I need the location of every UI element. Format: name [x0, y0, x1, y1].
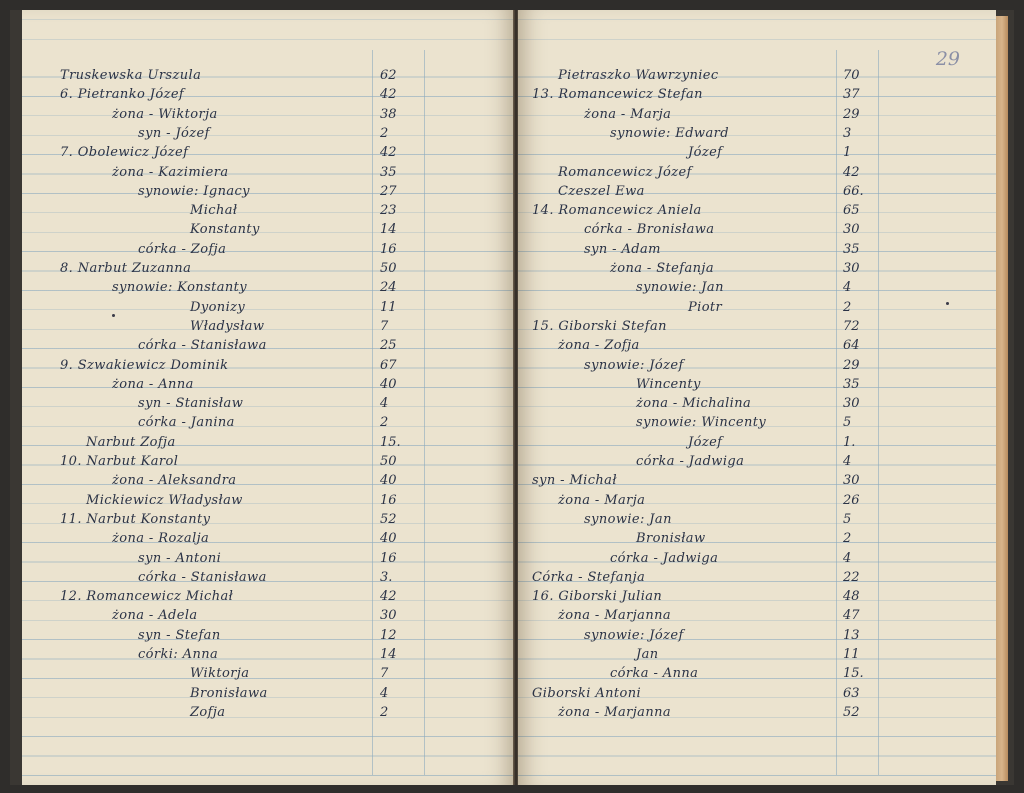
entry-age: 25: [380, 338, 397, 354]
register-row: [22, 317, 514, 336]
entry-age: 7: [380, 318, 389, 334]
entry-age: 50: [380, 454, 397, 469]
register-row: [518, 220, 996, 239]
entry-age: 13: [843, 627, 860, 643]
register-row: [22, 645, 514, 664]
entry-name: Narbut Zofja: [86, 434, 176, 450]
entry-name: Józef: [688, 434, 723, 450]
register-row: [22, 433, 514, 452]
entry-age: 30: [843, 222, 860, 238]
entry-name: Piotr: [688, 299, 723, 315]
register-row: [518, 240, 996, 259]
entry-name: żona - Marja: [558, 492, 646, 508]
entry-age: 2: [380, 125, 389, 141]
register-row: [518, 356, 996, 375]
entry-name: żona - Adela: [112, 608, 198, 624]
register-row: [22, 606, 514, 625]
entry-name: Romancewicz Józef: [558, 164, 692, 180]
entry-name: żona - Wiktorja: [112, 106, 218, 122]
entry-name: córka - Stanisława: [138, 338, 267, 354]
register-row: [22, 664, 514, 683]
register-row: [518, 510, 996, 529]
entry-age: 12: [380, 627, 397, 643]
entry-age: 3.: [380, 569, 393, 585]
register-row: [518, 452, 996, 471]
entry-name: Zofja: [190, 704, 226, 720]
entry-age: 2: [380, 415, 389, 431]
entry-age: 4: [843, 280, 852, 296]
register-row: [518, 201, 996, 220]
entry-name: 11. Narbut Konstanty: [60, 511, 211, 527]
entry-name: Pietraszko Wawrzyniec: [558, 68, 719, 83]
entry-name: córka - Bronisława: [584, 222, 715, 238]
entry-age: 35: [843, 241, 860, 257]
entry-age: 16: [380, 550, 397, 566]
entry-age: 62: [380, 68, 397, 83]
entry-age: 14: [380, 647, 397, 662]
entry-age: 14: [380, 222, 397, 238]
right-page: [518, 10, 996, 785]
register-row: [22, 549, 514, 568]
entry-name: Michał: [190, 203, 238, 219]
entry-name: żona - Marjanna: [558, 704, 672, 720]
entry-name: córka - Jadwiga: [636, 454, 745, 469]
entry-age: 5: [843, 415, 852, 431]
entry-age: 4: [843, 550, 852, 566]
entry-name: żona - Aleksandra: [112, 473, 237, 489]
entry-age: 5: [843, 511, 852, 527]
entry-name: synowie: Wincenty: [636, 415, 767, 431]
entry-name: synowie: Konstanty: [112, 280, 248, 296]
register-row: [518, 105, 996, 124]
entry-name: Wiktorja: [190, 666, 250, 682]
register-row: [22, 336, 514, 355]
entry-name: żona - Stefanja: [610, 261, 714, 276]
entry-name: Jan: [636, 647, 659, 662]
entry-name: synowie: Józef: [584, 357, 684, 373]
entry-name: żona - Marjanna: [558, 608, 672, 624]
register-row: [518, 317, 996, 336]
register-row: [22, 143, 514, 162]
entry-age: 30: [843, 396, 860, 412]
entry-age: 65: [843, 203, 860, 219]
entry-name: 15. Giborski Stefan: [532, 318, 667, 334]
entry-age: 30: [843, 261, 860, 276]
register-row: [518, 163, 996, 182]
entry-age: 52: [843, 704, 860, 720]
entry-age: 4: [843, 454, 852, 469]
entry-age: 67: [380, 357, 397, 373]
entry-name: Córka - Stefanja: [532, 569, 646, 585]
entry-age: 64: [843, 338, 860, 354]
entry-name: syn - Antoni: [138, 550, 222, 566]
entry-age: 15.: [843, 666, 864, 682]
entry-age: 37: [843, 87, 860, 103]
entry-age: 50: [380, 261, 397, 276]
register-row: [518, 549, 996, 568]
entry-name: syn - Michał: [532, 473, 617, 489]
ink-dot: [946, 302, 949, 305]
register-row: [22, 259, 514, 278]
entry-name: synowie: Ignacy: [138, 183, 250, 199]
register-row: [518, 298, 996, 317]
entry-name: 10. Narbut Karol: [60, 454, 179, 469]
entry-age: 72: [843, 318, 860, 334]
register-row: [22, 66, 514, 85]
register-row: [22, 85, 514, 104]
register-row: [22, 356, 514, 375]
entry-name: żona - Rozalja: [112, 531, 210, 547]
entry-age: 38: [380, 106, 397, 122]
entry-age: 63: [843, 685, 860, 701]
entry-name: 8. Narbut Zuzanna: [60, 261, 192, 276]
entry-age: 52: [380, 511, 397, 527]
register-row: [518, 606, 996, 625]
entry-age: 42: [843, 164, 860, 180]
entry-name: Czeszel Ewa: [558, 183, 645, 199]
entry-age: 23: [380, 203, 397, 219]
register-row: [22, 452, 514, 471]
register-row: [22, 220, 514, 239]
entry-name: synowie: Edward: [610, 125, 729, 141]
entry-age: 2: [843, 531, 852, 547]
entry-age: 16: [380, 241, 397, 257]
entry-age: 1.: [843, 434, 856, 450]
entry-name: syn - Stanisław: [138, 396, 244, 412]
entry-name: Dyonizy: [190, 299, 246, 315]
entry-age: 70: [843, 68, 860, 83]
entry-age: 42: [380, 589, 397, 605]
entry-age: 1: [843, 145, 852, 161]
ink-dot: [112, 314, 115, 317]
entry-name: synowie: Jan: [636, 280, 724, 296]
register-row: [518, 587, 996, 606]
entry-age: 16: [380, 492, 397, 508]
entry-name: córka - Janina: [138, 415, 235, 431]
entry-age: 2: [843, 299, 852, 315]
entry-name: Wincenty: [636, 376, 701, 392]
register-row: [22, 124, 514, 143]
register-row: [22, 684, 514, 703]
entry-age: 35: [843, 376, 860, 392]
entry-age: 3: [843, 125, 852, 141]
entry-name: 6. Pietranko Józef: [60, 87, 185, 103]
entry-age: 47: [843, 608, 860, 624]
register-row: [518, 684, 996, 703]
entry-age: 48: [843, 589, 860, 605]
left-page: [22, 10, 514, 785]
register-row: [22, 529, 514, 548]
page-number: 29: [935, 48, 960, 70]
register-row: [22, 626, 514, 645]
register-row: [518, 124, 996, 143]
entry-age: 29: [843, 106, 860, 122]
entry-age: 4: [380, 396, 389, 412]
entry-name: żona - Michalina: [636, 396, 752, 412]
register-row: [518, 394, 996, 413]
register-row: [518, 182, 996, 201]
entry-age: 30: [843, 473, 860, 489]
register-row: [22, 471, 514, 490]
entry-name: żona - Zofja: [558, 338, 640, 354]
entry-age: 42: [380, 87, 397, 103]
register-row: [22, 163, 514, 182]
entry-name: Władysław: [190, 318, 265, 334]
entry-age: 40: [380, 376, 397, 392]
register-row: [22, 201, 514, 220]
register-row: [518, 645, 996, 664]
register-row: [22, 182, 514, 201]
register-row: [518, 375, 996, 394]
entry-name: córka - Jadwiga: [610, 550, 719, 566]
entry-name: syn - Józef: [138, 125, 210, 141]
entry-name: syn - Stefan: [138, 627, 221, 643]
entry-name: 14. Romancewicz Aniela: [532, 203, 702, 219]
register-row: [22, 413, 514, 432]
register-row: [518, 529, 996, 548]
register-row: [518, 626, 996, 645]
entry-age: 40: [380, 531, 397, 547]
register-row: [22, 278, 514, 297]
entry-name: Giborski Antoni: [532, 685, 642, 701]
entry-name: 7. Obolewicz Józef: [60, 145, 189, 161]
register-row: [518, 259, 996, 278]
entry-name: synowie: Jan: [584, 511, 672, 527]
register-row: [22, 703, 514, 722]
register-row: [518, 703, 996, 722]
entry-name: 9. Szwakiewicz Dominik: [60, 357, 229, 373]
entry-name: córki: Anna: [138, 647, 219, 662]
register-row: [518, 568, 996, 587]
register-row: [518, 433, 996, 452]
entry-age: 15.: [380, 434, 401, 450]
entry-name: żona - Marja: [584, 106, 672, 122]
entry-name: córka - Stanisława: [138, 569, 267, 585]
entry-age: 35: [380, 164, 397, 180]
entry-name: 16. Giborski Julian: [532, 589, 663, 605]
entry-name: Konstanty: [190, 222, 260, 238]
entry-age: 4: [380, 685, 389, 701]
entry-age: 11: [843, 647, 860, 662]
register-row: [22, 587, 514, 606]
entry-age: 11: [380, 299, 397, 315]
register-row: [518, 85, 996, 104]
entry-age: 40: [380, 473, 397, 489]
page-edges: [996, 16, 1008, 781]
entry-name: Bronisława: [190, 685, 268, 701]
register-row: [518, 471, 996, 490]
entry-name: córka - Anna: [610, 666, 699, 682]
register-row: [518, 336, 996, 355]
register-row: [22, 510, 514, 529]
entry-name: Józef: [688, 145, 723, 161]
entry-age: 2: [380, 704, 389, 720]
entry-age: 26: [843, 492, 860, 508]
register-row: [518, 278, 996, 297]
register-row: [518, 491, 996, 510]
register-row: [518, 413, 996, 432]
entry-name: żona - Anna: [112, 376, 194, 392]
entry-age: 66.: [843, 183, 864, 199]
register-row: [22, 568, 514, 587]
register-row: [518, 664, 996, 683]
register-row: [22, 375, 514, 394]
register-row: [22, 105, 514, 124]
entry-age: 30: [380, 608, 397, 624]
register-row: [22, 298, 514, 317]
entry-name: córka - Zofja: [138, 241, 227, 257]
entry-name: synowie: Józef: [584, 627, 684, 643]
register-row: [22, 491, 514, 510]
entry-age: 29: [843, 357, 860, 373]
entry-age: 27: [380, 183, 397, 199]
register-row: [518, 66, 996, 85]
entry-age: 7: [380, 666, 389, 682]
notebook-spread: [10, 10, 1014, 785]
entry-age: 42: [380, 145, 397, 161]
entry-name: Mickiewicz Władysław: [86, 492, 243, 508]
entry-age: 24: [380, 280, 397, 296]
entry-name: 13. Romancewicz Stefan: [532, 87, 703, 103]
register-row: [22, 394, 514, 413]
register-row: [518, 143, 996, 162]
entry-age: 22: [843, 569, 860, 585]
register-row: [22, 240, 514, 259]
entry-name: 12. Romancewicz Michał: [60, 589, 234, 605]
entry-name: syn - Adam: [584, 241, 661, 257]
entry-name: żona - Kazimiera: [112, 164, 229, 180]
entry-name: Bronisław: [636, 531, 706, 547]
entry-name: Truskewska Urszula: [60, 68, 202, 83]
